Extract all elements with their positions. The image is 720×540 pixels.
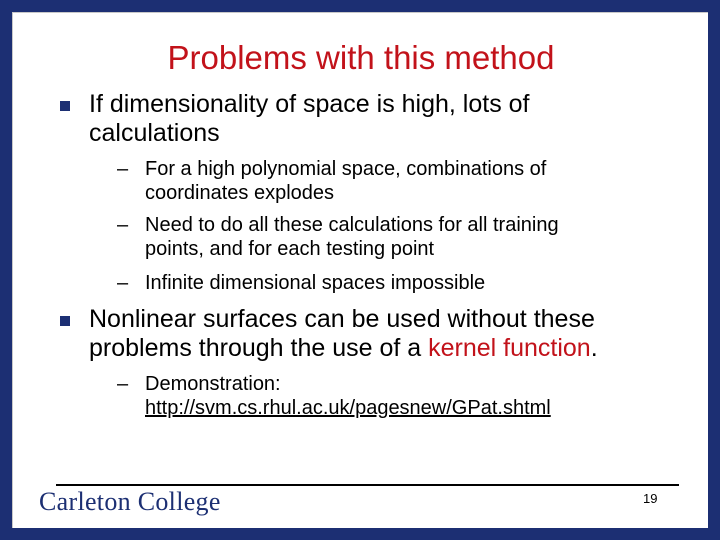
- sub-bullet-dash: –: [117, 272, 129, 294]
- sub-bullet-text: [145, 271, 485, 295]
- slide: [12, 12, 708, 528]
- footer-divider: [56, 484, 679, 486]
- bullet-text: [89, 90, 530, 148]
- sub-bullet-line: Need to do all these calculations for all training: [145, 214, 559, 236]
- sub-bullet-line: For a high polynomial space, combinations of: [145, 158, 547, 180]
- sub-bullet-text: [145, 157, 546, 205]
- page-number: 19: [643, 491, 658, 506]
- sub-bullet-line: Demonstration:: [145, 373, 281, 395]
- sub-bullet-line: coordinates explodes: [145, 182, 335, 204]
- bullet-line-text: problems through the use of a: [89, 334, 429, 362]
- bullet-text: [89, 305, 598, 363]
- sub-bullet-text: [145, 372, 551, 420]
- sub-bullet-dash: –: [117, 373, 129, 395]
- sub-bullet-dash: –: [117, 158, 129, 180]
- bullet-marker: [60, 101, 70, 111]
- carleton-college-logo: Carleton College: [39, 487, 221, 516]
- bullet-marker: [60, 316, 70, 326]
- bullet-line: Nonlinear surfaces can be used without these: [89, 305, 595, 333]
- sub-bullet-text: [145, 213, 559, 261]
- sub-bullet-line: Infinite dimensional spaces impossible: [145, 272, 486, 294]
- bullet-line: calculations: [89, 119, 220, 147]
- bullet-line: [89, 334, 598, 363]
- slide-title: Problems with this method: [167, 39, 555, 76]
- sub-bullet-line: points, and for each testing point: [145, 238, 435, 260]
- kernel-function-highlight: kernel function: [428, 334, 591, 362]
- demonstration-link[interactable]: http://svm.cs.rhul.ac.uk/pagesnew/GPat.shtml: [145, 397, 551, 419]
- bullet-line-end: .: [590, 334, 598, 362]
- bullet-line: If dimensionality of space is high, lots of: [89, 90, 530, 118]
- sub-bullet-dash: –: [117, 214, 129, 236]
